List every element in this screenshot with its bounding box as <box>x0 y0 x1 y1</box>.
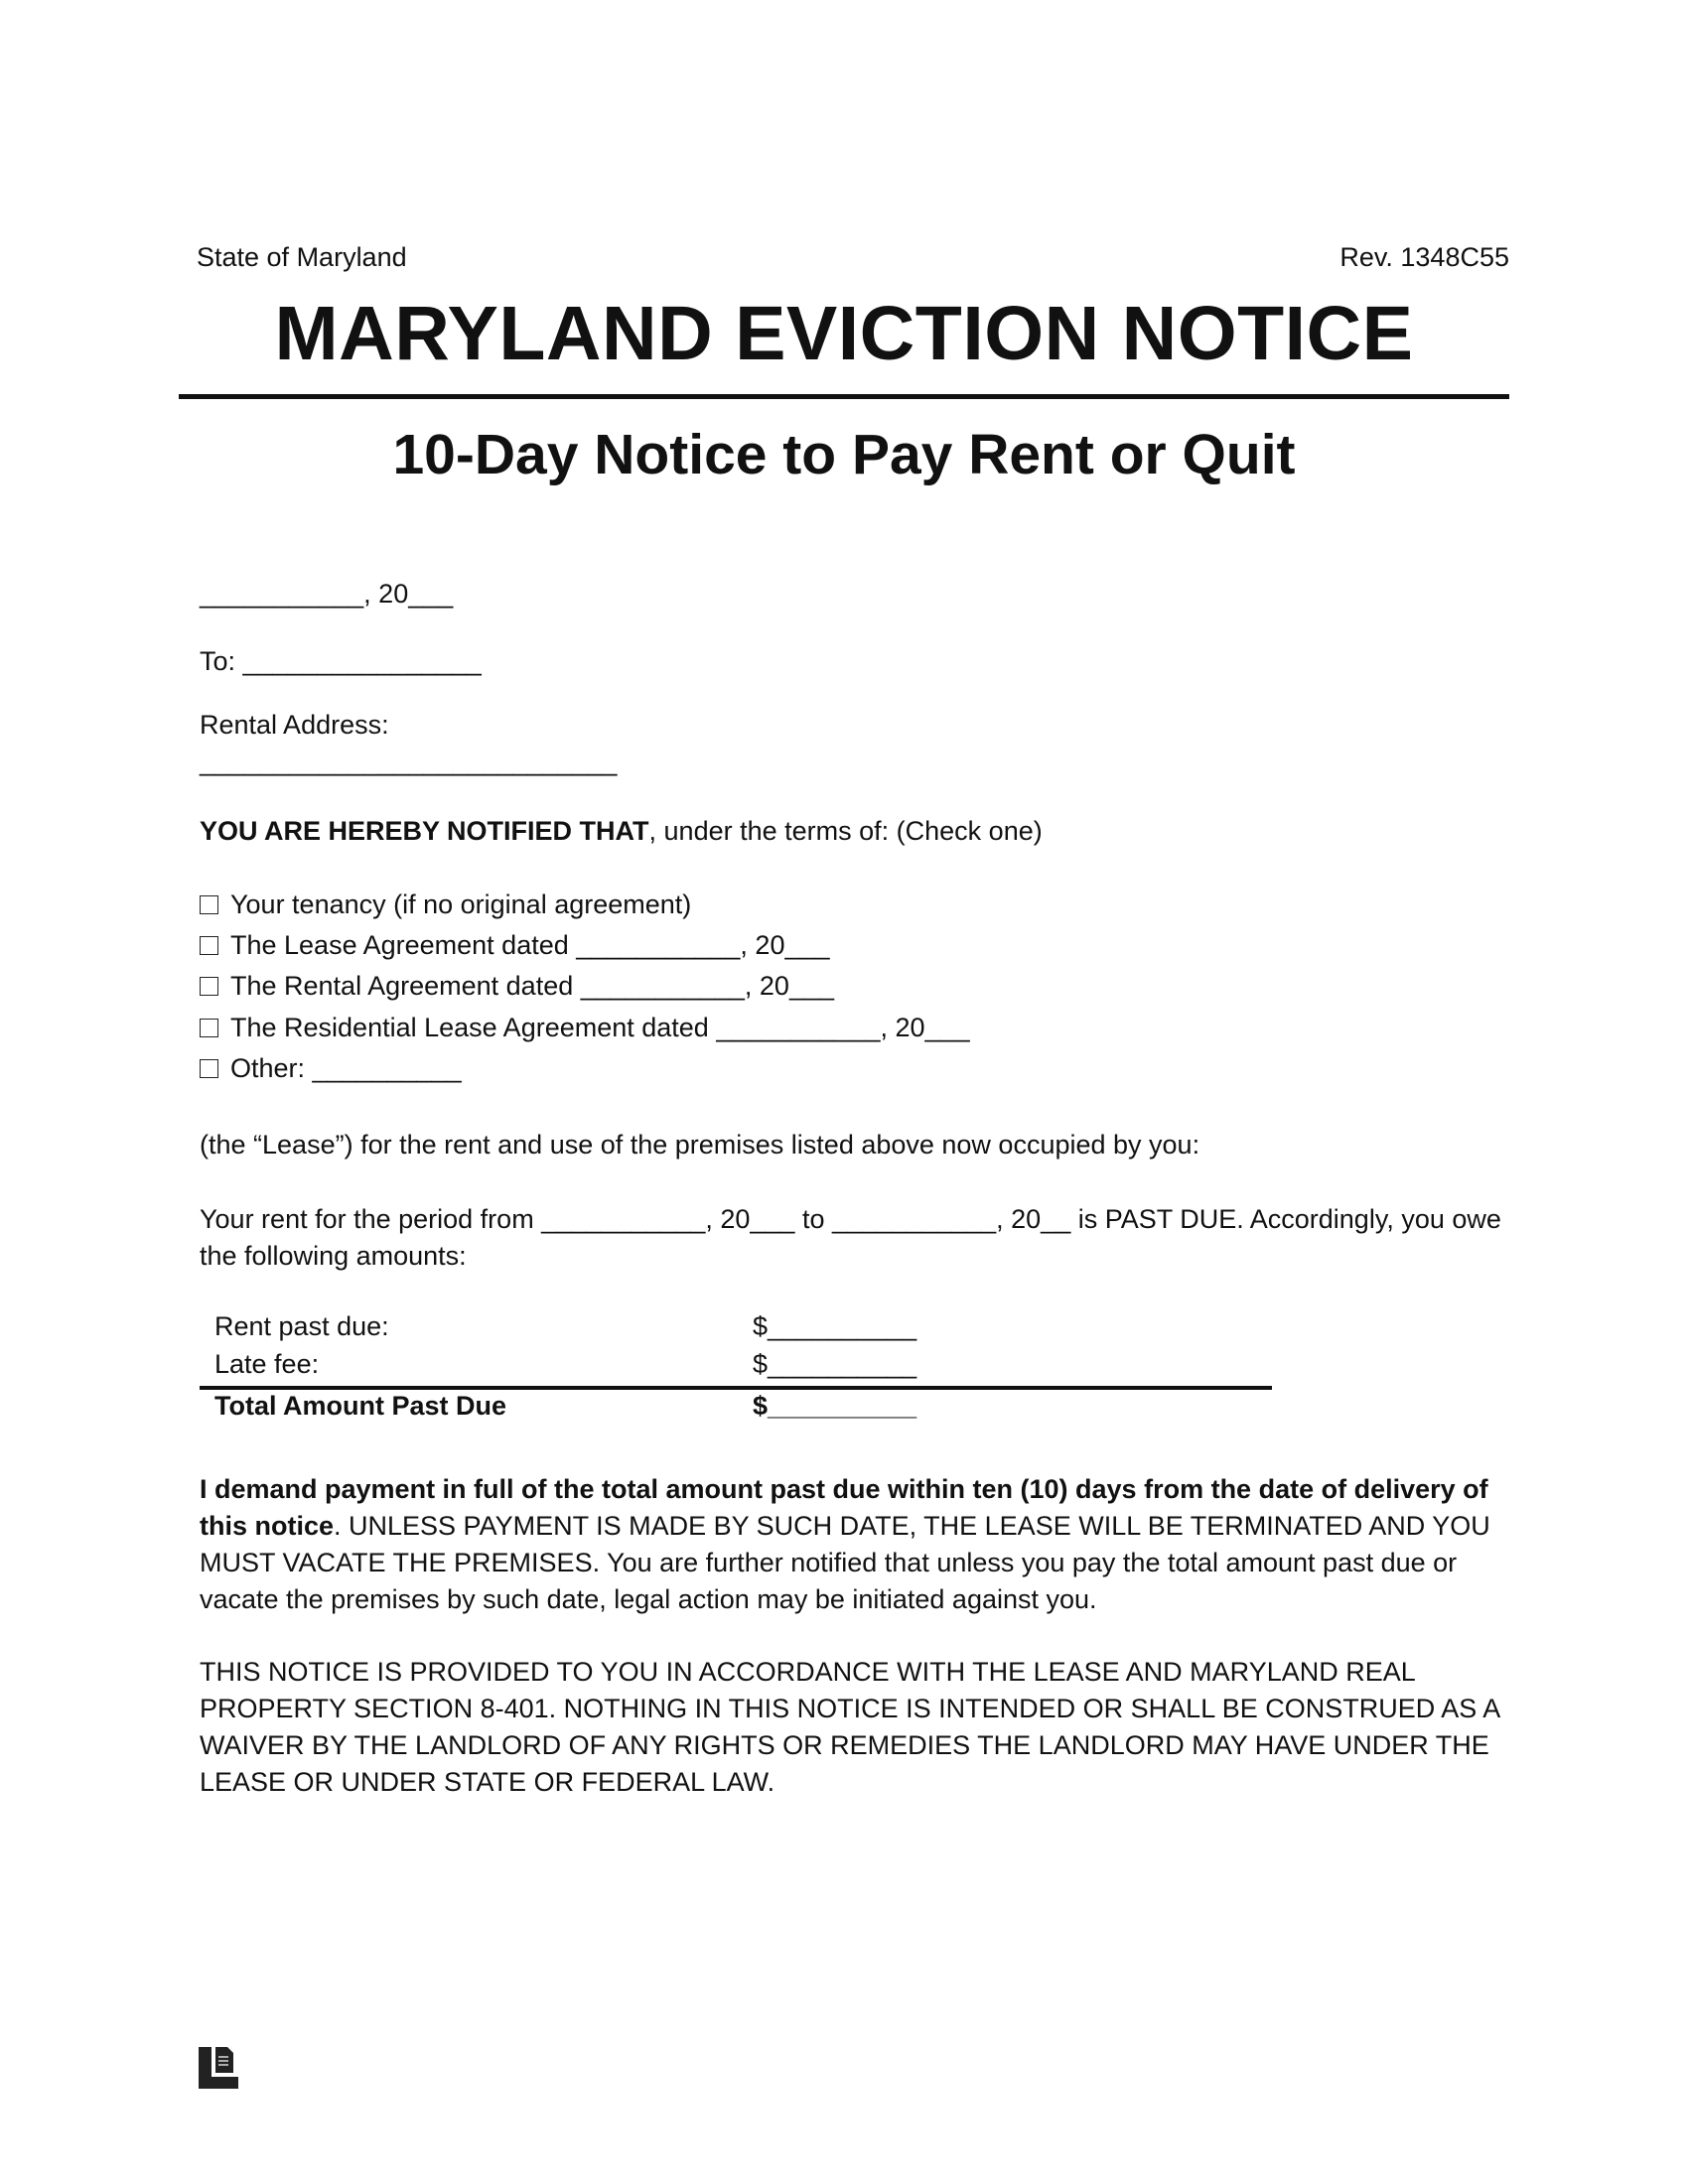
rental-address-label: Rental Address: <box>200 710 389 740</box>
option-rental-agreement[interactable] <box>200 971 834 1002</box>
option-tenancy[interactable] <box>200 889 691 920</box>
checkbox[interactable] <box>200 1019 218 1037</box>
logo-icon <box>199 2047 238 2089</box>
legal-paragraph: THIS NOTICE IS PROVIDED TO YOU IN ACCORDANCE WITH THE LEASE AND MARYLAND REAL PROPERTY SECTION 8-401. NOTHING IN THIS NOTICE IS INTENDED OR SHALL BE CONSTRUED AS A WAIVER BY THE LANDLORD OF ANY RIGHTS OR REMEDIES THE LANDLORD MAY HAVE UNDER THE LEASE OR UNDER STATE OR FEDERAL LAW. <box>200 1657 1499 1797</box>
date-field[interactable]: ___________, 20___ <box>200 579 454 609</box>
rental-address-field[interactable]: ____________________________ <box>200 747 618 776</box>
checkbox[interactable] <box>200 977 218 996</box>
option-label: Your tenancy (if no original agreement) <box>230 889 692 919</box>
rent-past-due-field[interactable]: $__________ <box>753 1311 917 1341</box>
late-fee-field[interactable]: $__________ <box>753 1349 917 1379</box>
to-field[interactable]: To: ________________ <box>200 646 482 676</box>
checkbox[interactable] <box>200 936 218 955</box>
checkbox[interactable] <box>200 895 218 914</box>
state-label: State of Maryland <box>197 242 407 272</box>
option-other[interactable] <box>200 1053 462 1084</box>
option-lease-agreement[interactable] <box>200 930 830 961</box>
checkbox[interactable] <box>200 1059 218 1078</box>
total-label: Total Amount Past Due <box>214 1391 507 1421</box>
option-label: The Residential Lease Agreement dated ___________, 20___ <box>230 1013 970 1042</box>
option-label: The Rental Agreement dated ___________, 20___ <box>230 971 834 1001</box>
late-fee-label: Late fee: <box>214 1349 320 1379</box>
rent-period-paragraph: Your rent for the period from ___________, 20___ to ___________, 20__ is PAST DUE. Accordingly, you owe the following amounts: <box>200 1204 1501 1271</box>
notified-statement <box>200 816 1043 847</box>
demand-rest: . UNLESS PAYMENT IS MADE BY SUCH DATE, THE LEASE WILL BE TERMINATED AND YOU MUST VACATE THE PREMISES. You are further notified that unless you pay the total amount past due or vacate the premises by such date, legal action may be initiated against you. <box>200 1511 1490 1614</box>
rent-past-due-label: Rent past due: <box>214 1311 389 1341</box>
option-residential-lease[interactable] <box>200 1013 970 1043</box>
option-label: Other: __________ <box>230 1053 462 1083</box>
lease-paragraph: (the “Lease”) for the rent and use of the premises listed above now occupied by you: <box>200 1130 1200 1160</box>
title-divider <box>179 394 1509 399</box>
document-subtitle: 10-Day Notice to Pay Rent or Quit <box>392 423 1296 486</box>
demand-paragraph <box>200 1471 1520 1618</box>
document-title: MARYLAND EVICTION NOTICE <box>274 291 1414 376</box>
total-field[interactable]: $__________ <box>753 1391 917 1421</box>
notified-bold: YOU ARE HEREBY NOTIFIED THAT <box>200 816 649 846</box>
total-divider <box>200 1386 1272 1390</box>
option-label: The Lease Agreement dated ___________, 20___ <box>230 930 830 960</box>
revision-label: Rev. 1348C55 <box>1339 242 1509 272</box>
notified-rest: , under the terms of: (Check one) <box>648 816 1043 846</box>
demand-bold: I demand payment in full of the total amount past due within ten (10) days from the date of delivery of this notice <box>200 1474 1488 1541</box>
